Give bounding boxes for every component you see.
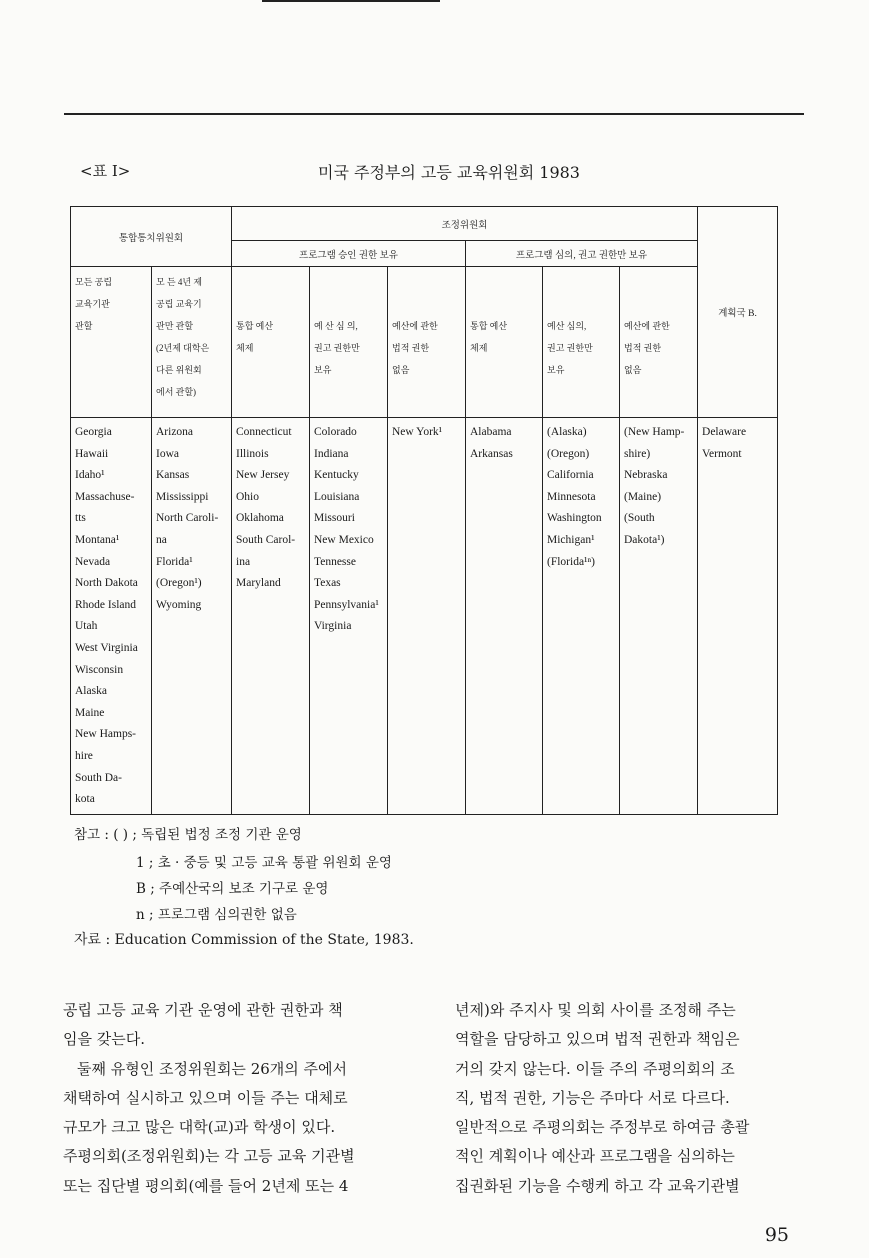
subheader-cell: 통합 예산 체제 [466,267,543,418]
body-line: 직, 법적 권한, 기능은 주마다 서로 다르다. [455,1088,730,1107]
commission-table [70,206,778,815]
subheader-cell: 모든 공립 교육기관 관할 [71,267,152,418]
header-program-approval: 프로그램 승인 권한 보유 [232,241,466,267]
top-rule [262,0,440,2]
states-approval-none: New York¹ [388,418,466,815]
subheader-cell: 예산에 관한 법적 권한 없음 [388,267,466,418]
body-line: 집권화된 기능을 수행케 하고 각 교육기관별 [455,1176,740,1195]
body-line: 일반적으로 주평의회는 주정부로 하여금 총괄 [455,1118,750,1137]
states-unified-all: Georgia Hawaii Idaho¹ Massachuse- tts Montana¹ Nevada North Dakota Rhode Island Utah West Virginia Wisconsin Alaska Maine New Hamps- hire South Da- kota [71,418,152,815]
source-note: 자료 : Education Commission of the State, 1983. [74,932,414,948]
header-program-review: 프로그램 심의, 권고 권한만 보유 [466,241,698,267]
table-title: 미국 주정부의 고등 교육위원회 1983 [318,163,580,182]
subheader-cell: 통합 예산 체제 [232,267,310,418]
body-line: 규모가 크고 많은 대학(교)과 학생이 있다. [63,1118,336,1137]
states-planning: Delaware Vermont [698,418,778,815]
body-line: 채택하여 실시하고 있으며 이들 주는 대체로 [63,1088,348,1107]
body-line: 역할을 담당하고 있으며 법적 권한과 책임은 [455,1030,740,1049]
body-column-right [455,996,800,1201]
states-review-review: (Alaska) (Oregon) California Minnesota Washington Michigan¹ (Florida¹ⁿ) [543,418,620,815]
header-planning: 계획국 B. [698,207,778,418]
note-1: 1 ; 초 · 중등 및 고등 교육 통괄 위원회 운영 [136,855,392,871]
note-n: n ; 프로그램 심의권한 없음 [136,907,297,923]
states-approval-consolidated: Connecticut Illinois New Jersey Ohio Oklahoma South Carol- ina Maryland [232,418,310,815]
body-line: 주평의회(조정위원회)는 각 고등 교육 기관별 [63,1147,355,1166]
subheader-cell: 예산 심의, 권고 권한만 보유 [543,267,620,418]
subheader-cell: 예 산 심 의, 권고 권한만 보유 [310,267,388,418]
header-unified: 통합통치위원회 [71,207,232,267]
states-review-consolidated: Alabama Arkansas [466,418,543,815]
body-line: 임을 갖는다. [63,1030,145,1049]
note-b: B ; 주예산국의 보조 기구로 운영 [136,881,329,897]
body-line: 또는 집단별 평의회(예를 들어 2년제 또는 4 [63,1176,349,1195]
page-number: 95 [764,1224,789,1246]
body-line: 공립 고등 교육 기관 운영에 관한 권한과 책 [63,1001,343,1019]
states-approval-review: Colorado Indiana Kentucky Louisiana Missouri New Mexico Tennesse Texas Pennsylvania¹ Virginia [310,418,388,815]
table-label: <표 I> [80,162,131,180]
note-parentheses: 참고 : ( ) ; 독립된 법정 조정 기관 운영 [74,827,302,843]
body-line: 적인 계획이나 예산과 프로그램을 심의하는 [455,1147,735,1166]
body-line: 거의 갖지 않는다. 이들 주의 주평의회의 조 [455,1059,735,1078]
body-column-left [63,996,408,1201]
states-review-none: (New Hamp- shire) Nebraska (Maine) (South Dakota¹) [620,418,698,815]
body-line: 둘째 유형인 조정위원회는 26개의 주에서 [77,1059,348,1078]
header-rule [64,113,804,115]
states-unified-4year: Arizona Iowa Kansas Mississippi North Caroli- na Florida¹ (Oregon¹) Wyoming [152,418,232,815]
header-coordinating: 조정위원회 [232,207,698,241]
subheader-cell: 모 든 4년 제 공립 교육기 관만 관할 (2년제 대학은 다른 위원회 에서 관할) [152,267,232,418]
body-line: 년제)와 주지사 및 의회 사이를 조정해 주는 [455,1001,736,1019]
subheader-cell: 예산에 관한 법적 권한 없음 [620,267,698,418]
